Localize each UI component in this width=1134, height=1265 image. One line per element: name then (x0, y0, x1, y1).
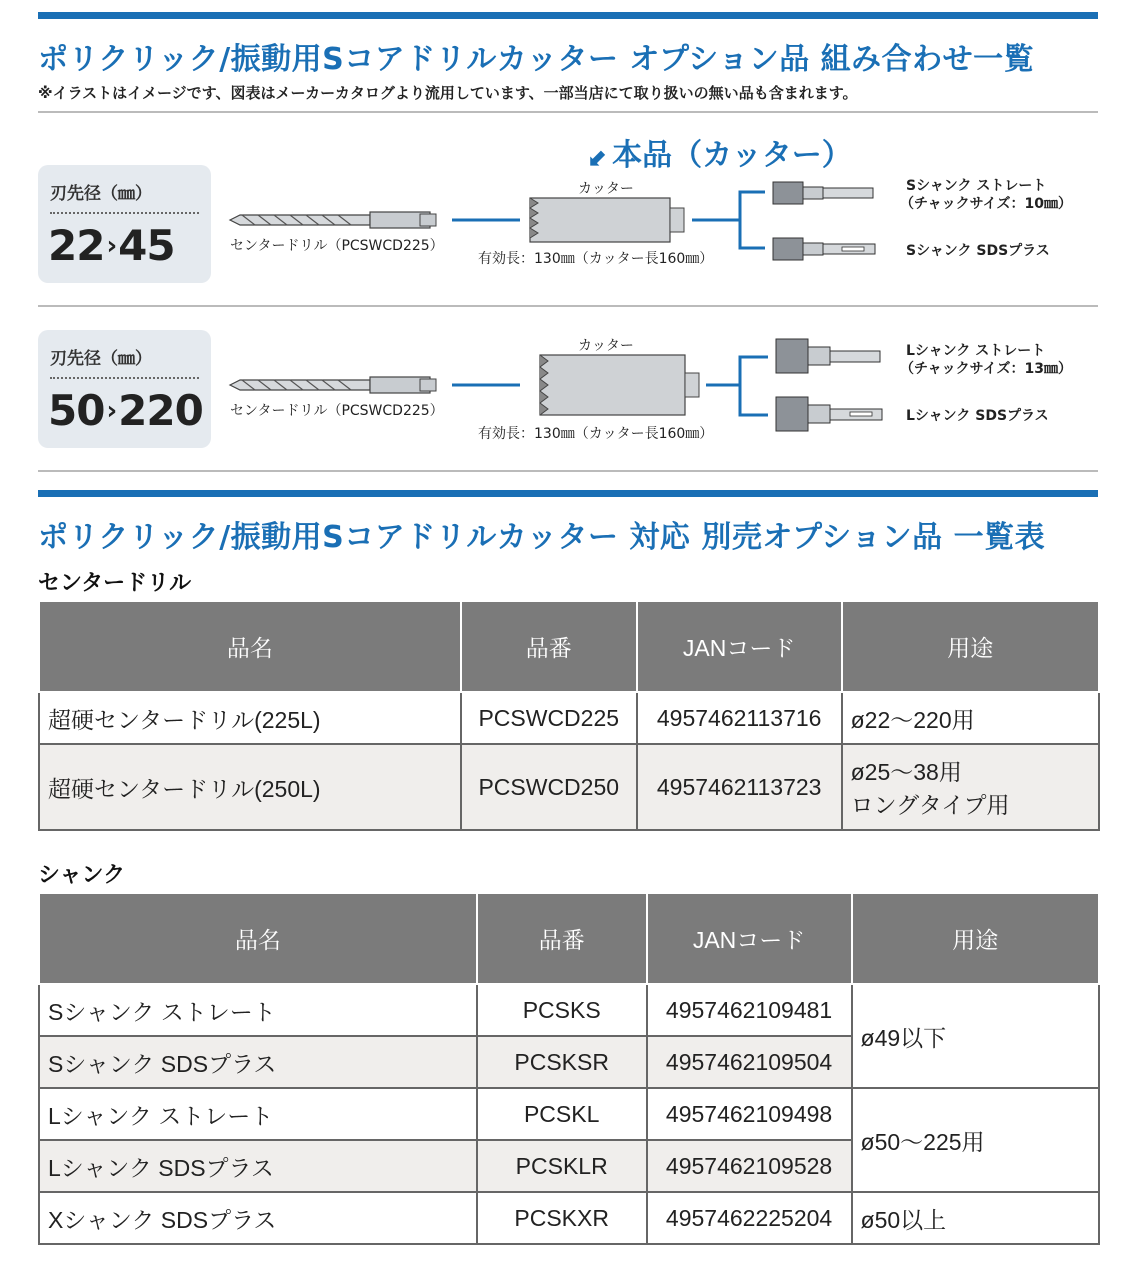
header-jan: JANコード (637, 602, 842, 692)
l-shank-straight-icon (776, 339, 880, 373)
shank2-label: Sシャンク SDSプラス (906, 243, 1050, 259)
disclaimer-note: ※イラストはイメージです、図表はメーカーカタログより流用しています、一部当店にて取り扱いの無い品も含まれます。 (38, 84, 858, 102)
cell-code: PCSKLR (477, 1140, 647, 1192)
header-use: 用途 (852, 894, 1099, 984)
l-shank-sds-icon (776, 397, 882, 431)
s-shank-sds-icon (773, 238, 875, 260)
range-to: 45 (118, 221, 175, 270)
cutter-icon (540, 355, 699, 415)
header-name: 品名 (39, 894, 477, 984)
size-range-box-1 (38, 165, 211, 283)
section-accent-bar (38, 490, 1098, 497)
size-label: 刃先径（㎜） (50, 349, 152, 369)
cell-name: Xシャンク SDSプラス (39, 1192, 477, 1244)
table-header-row (39, 602, 1099, 692)
size-range (48, 221, 175, 270)
chevron-right-icon: › (106, 396, 117, 426)
cell-jan: 4957462225204 (647, 1192, 852, 1244)
shank1-label-line1: Sシャンク ストレート (906, 178, 1047, 194)
table-header-row (39, 894, 1099, 984)
divider (38, 470, 1098, 472)
center-drill-label: センタードリル（PCSWCD225） (230, 403, 444, 419)
cell-name: Sシャンク SDSプラス (39, 1036, 477, 1088)
center-drill-table (38, 602, 1100, 831)
shank-section-title: シャンク (38, 863, 126, 888)
cell-name: Lシャンク SDSプラス (39, 1140, 477, 1192)
cell-name: 超硬センタードリル(225L) (39, 692, 461, 744)
center-drill-icon (230, 377, 436, 393)
range-from: 22 (48, 221, 105, 270)
dotted-divider (50, 212, 199, 214)
range-to: 220 (118, 386, 203, 435)
cell-use (842, 744, 1099, 830)
table-row (39, 984, 1099, 1036)
cell-jan: 4957462109504 (647, 1036, 852, 1088)
use-line1: ø25〜38用 (850, 759, 962, 785)
cell-name: 超硬センタードリル(250L) (39, 744, 461, 830)
size-range (48, 386, 203, 435)
cell-jan: 4957462109481 (647, 984, 852, 1036)
cell-use: ø49以下 (852, 984, 1099, 1088)
shank2-label: Lシャンク SDSプラス (906, 408, 1049, 424)
cutter-label: カッター (578, 181, 634, 197)
table-row (39, 1088, 1099, 1140)
cutter-icon (530, 198, 684, 242)
shank1-label-line2: （チャックサイズ：10㎜） (900, 196, 1072, 212)
page-title: ポリクリック/振動用Sコアドリルカッター オプション品 組み合わせ一覧 (38, 42, 1035, 77)
cell-name: Lシャンク ストレート (39, 1088, 477, 1140)
cell-jan: 4957462109528 (647, 1140, 852, 1192)
cutter-label: カッター (578, 338, 634, 354)
options-list-title: ポリクリック/振動用Sコアドリルカッター 対応 別売オプション品 一覧表 (38, 520, 1046, 555)
main-product-text: 本品（カッター） (612, 138, 852, 173)
dotted-divider (50, 377, 199, 379)
table-row (39, 1192, 1099, 1244)
header-jan: JANコード (647, 894, 852, 984)
chevron-right-icon: › (106, 231, 117, 261)
use-line2: ロングタイプ用 (850, 792, 1010, 818)
header-code: 品番 (461, 602, 637, 692)
center-drill-label: センタードリル（PCSWCD225） (230, 238, 444, 254)
cell-jan: 4957462113716 (637, 692, 842, 744)
divider (38, 111, 1098, 113)
arrow-down-icon: ⬋ (588, 143, 609, 171)
effective-length-label: 有効長：130㎜（カッター長160㎜） (478, 251, 714, 267)
header-use: 用途 (842, 602, 1099, 692)
cell-code: PCSKL (477, 1088, 647, 1140)
cell-jan: 4957462113723 (637, 744, 842, 830)
shank-table (38, 894, 1100, 1245)
header-name: 品名 (39, 602, 461, 692)
range-from: 50 (48, 386, 105, 435)
header-code: 品番 (477, 894, 647, 984)
shank1-label-line1: Lシャンク ストレート (906, 343, 1046, 359)
cell-code: PCSKSR (477, 1036, 647, 1088)
size-range-box-2 (38, 330, 211, 448)
table-row (39, 744, 1099, 830)
divider (38, 305, 1098, 307)
main-product-label (588, 130, 852, 174)
cell-code: PCSWCD225 (461, 692, 637, 744)
effective-length-label: 有効長：130㎜（カッター長160㎜） (478, 426, 714, 442)
cell-use: ø50〜225用 (852, 1088, 1099, 1192)
s-shank-straight-icon (773, 182, 873, 204)
cell-use: ø50以上 (852, 1192, 1099, 1244)
size-label: 刃先径（㎜） (50, 184, 152, 204)
cell-code: PCSWCD250 (461, 744, 637, 830)
center-drill-section-title: センタードリル (38, 571, 192, 596)
shank1-label-line2: （チャックサイズ：13㎜） (900, 361, 1072, 377)
cell-use: ø22〜220用 (842, 692, 1099, 744)
cell-name: Sシャンク ストレート (39, 984, 477, 1036)
top-accent-bar (38, 12, 1098, 19)
table-row (39, 692, 1099, 744)
cell-code: PCSKS (477, 984, 647, 1036)
cell-jan: 4957462109498 (647, 1088, 852, 1140)
cell-code: PCSKXR (477, 1192, 647, 1244)
center-drill-icon (230, 212, 436, 228)
